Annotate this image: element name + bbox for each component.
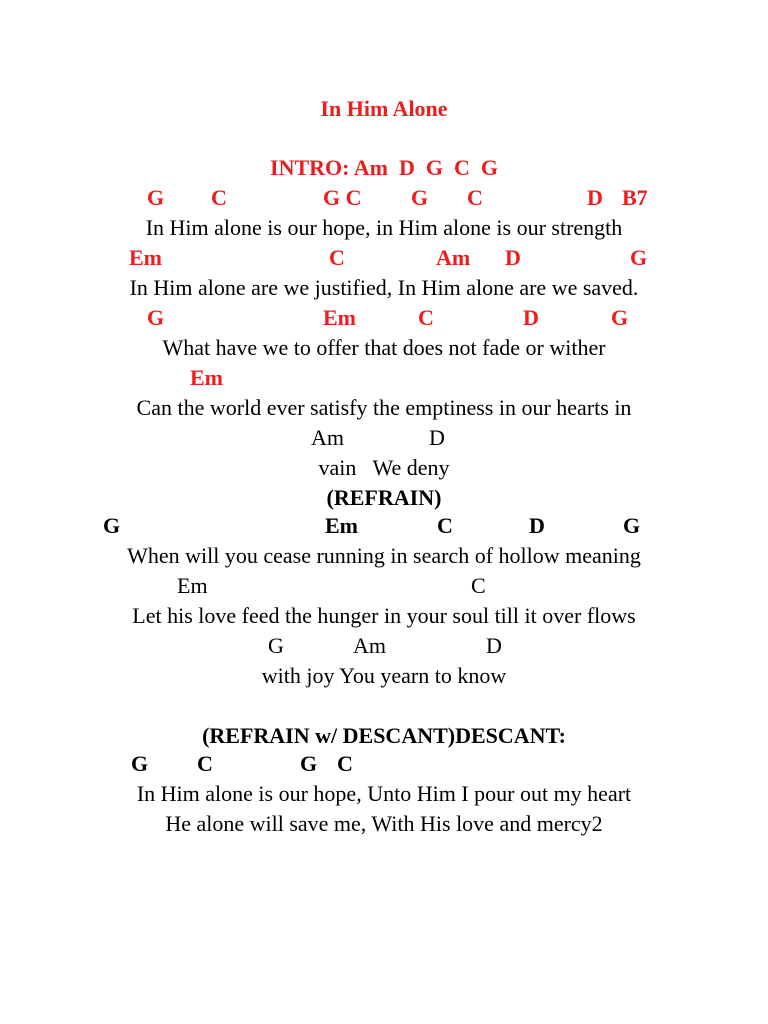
chord: Am: [353, 633, 386, 658]
chord: G C: [323, 185, 362, 210]
lyric-line: Let his love feed the hunger in your soul till it over flows: [132, 603, 636, 628]
chord: B7: [622, 185, 648, 210]
lyric-line: He alone will save me, With His love and mercy2: [165, 811, 603, 836]
chord: C: [437, 513, 453, 538]
chord: Am: [436, 245, 471, 270]
chord: D: [486, 633, 502, 658]
chord: G: [623, 513, 641, 538]
chord: Em: [323, 305, 356, 330]
refrain-label: (REFRAIN): [326, 485, 442, 510]
intro-line: INTRO: Am D G C G: [270, 155, 498, 180]
chord: Em: [190, 365, 223, 390]
chord: D: [505, 245, 521, 270]
chord: G: [147, 305, 165, 330]
chord: G: [268, 633, 284, 658]
chord: Em: [325, 513, 358, 538]
chord: G: [411, 185, 429, 210]
descant-label: (REFRAIN w/ DESCANT)DESCANT:: [202, 723, 566, 748]
lyric-line: When will you cease running in search of hollow meaning: [127, 543, 641, 568]
chord: C: [337, 751, 353, 776]
lyric-line: In Him alone is our hope, in Him alone is our strength: [145, 215, 623, 240]
lyric-line: In Him alone is our hope, Unto Him I pour out my heart: [136, 781, 632, 806]
song-title: In Him Alone: [320, 96, 448, 121]
lyric-line: What have we to offer that does not fade or wither: [162, 335, 606, 360]
lyric-line: In Him alone are we justified, In Him alone are we saved.: [129, 275, 639, 300]
chord: C: [211, 185, 227, 210]
lyric-line: Can the world ever satisfy the emptiness in our hearts in: [136, 395, 632, 420]
chord: D: [587, 185, 603, 210]
chord: C: [467, 185, 483, 210]
chord: G: [131, 751, 149, 776]
chord: Am: [311, 425, 344, 450]
chord: Em: [177, 573, 208, 598]
lyric-line: with joy You yearn to know: [261, 663, 507, 688]
chord: D: [523, 305, 539, 330]
chord: C: [418, 305, 434, 330]
chord: Em: [129, 245, 162, 270]
chord: C: [329, 245, 345, 270]
chord: G: [630, 245, 648, 270]
chord: C: [471, 573, 486, 598]
chord: G: [147, 185, 165, 210]
chord: C: [197, 751, 213, 776]
chord: G: [300, 751, 318, 776]
lyric-line: vain We deny: [318, 455, 450, 480]
chord: D: [429, 425, 445, 450]
chord: D: [529, 513, 545, 538]
chord: G: [611, 305, 629, 330]
chord: G: [103, 513, 121, 538]
